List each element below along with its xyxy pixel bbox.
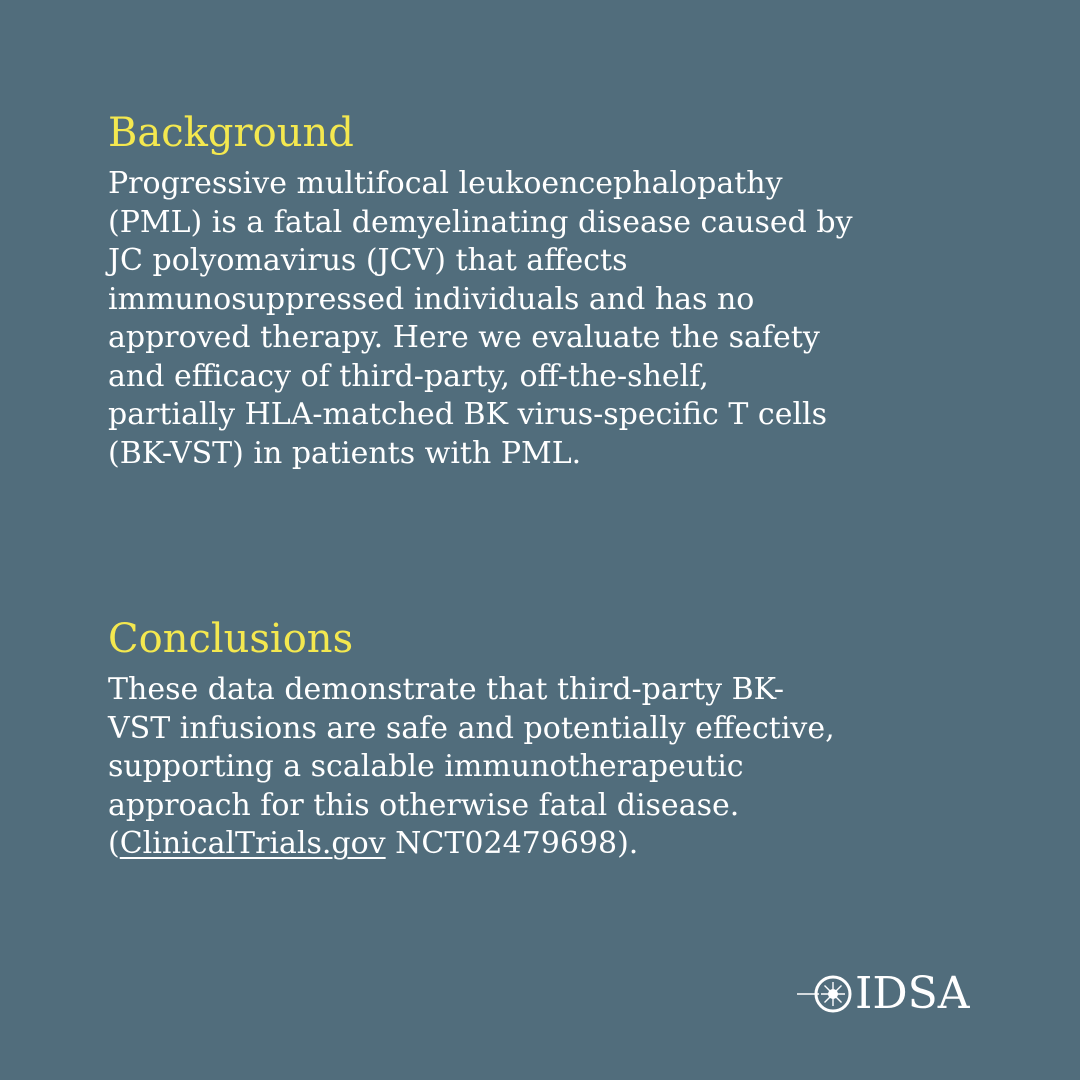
background-heading: Background xyxy=(108,110,354,156)
clinicaltrials-link[interactable]: ClinicalTrials.gov xyxy=(119,826,386,861)
starburst-icon xyxy=(797,966,853,1022)
background-section xyxy=(108,111,988,473)
trial-reference-line xyxy=(108,825,988,864)
trial-reference-id: NCT02479698). xyxy=(385,826,639,861)
background-line: JC polyomavirus (JCV) that affects xyxy=(108,243,628,278)
background-line: (PML) is a fatal demyelinating disease caused by xyxy=(108,204,853,240)
background-line: and efficacy of third-party, off-the-shelf, xyxy=(108,358,709,394)
conclusions-section xyxy=(108,617,988,864)
conclusions-line: supporting a scalable immunotherapeutic xyxy=(108,749,744,784)
trial-reference-open-paren: ( xyxy=(108,826,120,861)
conclusions-heading: Conclusions xyxy=(108,616,354,662)
idsa-logo xyxy=(797,966,970,1022)
conclusions-line: VST infusions are safe and potentially effective, xyxy=(108,710,835,746)
conclusions-line: approach for this otherwise fatal disease. xyxy=(108,787,740,823)
idsa-logo-text: IDSA xyxy=(855,968,970,1019)
background-line: (BK-VST) in patients with PML. xyxy=(108,435,582,471)
background-line: approved therapy. Here we evaluate the safety xyxy=(108,320,820,355)
background-line: Progressive multifocal leukoencephalopathy xyxy=(108,166,783,201)
background-line: immunosuppressed individuals and has no xyxy=(108,281,755,317)
conclusions-line: These data demonstrate that third-party BK- xyxy=(108,672,785,707)
background-line: partially HLA-matched BK virus-specific T cells xyxy=(108,397,828,432)
